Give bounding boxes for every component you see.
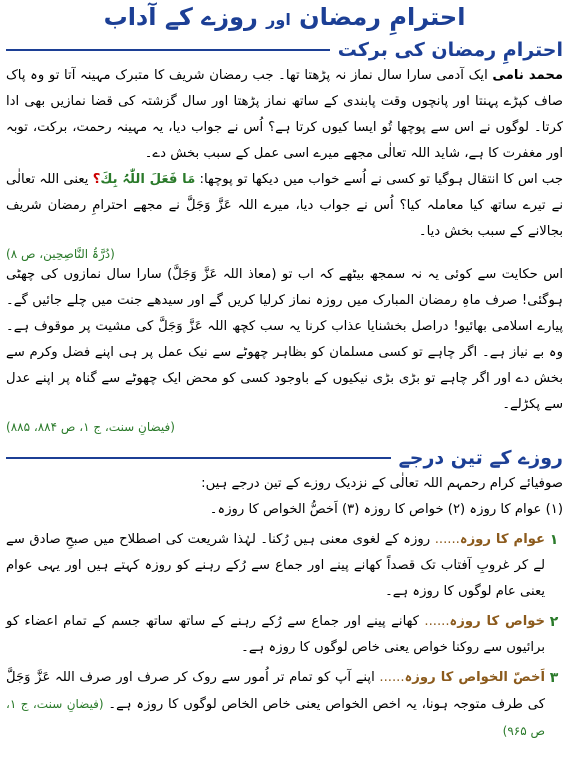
item-dots: ......: [379, 670, 405, 685]
paragraph-lesson: [6, 262, 563, 418]
item-dots: ......: [434, 532, 460, 547]
title-part-1: احترامِ رمضان: [299, 3, 466, 31]
paragraph-text: اس حکایت سے کوئی یہ نہ سمجھ بیٹھے کہ اب تو (معاذ اللہ عَزَّ وَجَلَّ) سارا سال نمازوں کی چھٹی ہوگئی! صرف ماہِ رمضان المبارک میں روزہ نماز کرلیا کریں گے اور سیدھے جنت میں چلے جائیں گے۔ پیارے اسلامی بھائیو! دراصل بخشنایا عذاب کرنا یہ سب کچھ اللہ عَزَّ وَجَلَّ کی مشیت پر موقوف ہے۔ وہ بے نیاز ہے۔ اگر چاہے تو کسی مسلمان کو بظاہر چھوٹے سے نیک عمل پر ہی اپنے فضل وکرم سے بخش دے اور اگر چاہے تو بڑی بڑی نیکیوں کے باوجود کسی کو محض ایک چھوٹے سے گناہ پر اپنے عدل سے پکڑلے۔: [6, 267, 563, 412]
item-dots: ......: [424, 614, 450, 629]
paragraph-text: ایک آدمی سارا سال نماز نہ پڑھتا تھا۔ جب رمضان شریف کا متبرک مہینہ آتا تو وہ پاک صاف کپڑے پہنتا اور پانچوں وقت پابندی کے ساتھ نماز پڑھتا اور سال گزشتہ کی قضا نمازیں بھی ادا کرتا۔ لوگوں نے اس سے پوچھا تُو ایسا کیوں کرتا ہے؟ اُس نے جواب دیا، یہ مہینہ رحمت، برکت، توبہ اور مغفرت کا ہے، شاید اللہ تعالٰی مجھے میرے اسی عمل کے سبب بخش دے۔: [6, 68, 563, 161]
item-text: کھانے پینے اور جماع سے رُکے رہنے کے ساتھ ساتھ جسم کے تمام اعضاء کو برائیوں سے روکنا خواص یعنی خاص لوگوں کا روزہ ہے۔: [6, 614, 545, 655]
reference-row: [6, 416, 563, 435]
item-number: ۳: [549, 670, 559, 686]
reference-citation: (فیضانِ سنت، ج ۱، ص ۸۸۴، ۸۸۵): [6, 420, 175, 434]
document-page: [0, 2, 569, 782]
reference-row: [6, 243, 563, 262]
section-heading-text: روزے کے تین درجے: [398, 447, 563, 469]
item-text: روزہ کے لغوی معنی ہیں رُکنا۔ لہٰذا شریعت کی اصطلاح میں صبحِ صادق سے لے کر غروبِ آفتاب تک قصداً کھانے پینے اور جماع سے رُکے رہنے کو روزہ کہتے ہیں اور یہی عوام یعنی عام لوگوں کا روزہ ہے۔: [6, 532, 545, 599]
reference-citation: (دُرَّۃُ النَّاصِحِین، ص ۸): [6, 247, 115, 261]
page-title: [6, 2, 563, 35]
item-number: ۲: [549, 614, 559, 630]
item-term: عوام کا روزہ: [459, 532, 545, 547]
levels-list: (۱) عوام کا روزہ (۲) خواص کا روزہ (۳) اَخصُّ الخواص کا روزہ۔: [209, 502, 563, 517]
reference-citation: (فیضانِ سنت، ج ۱، ص ۹۶۵): [6, 697, 545, 738]
question-mark: ؟: [92, 172, 101, 187]
item-term: اَخصّ الخواص کا روزہ: [404, 670, 545, 685]
section-heading-ramadan-blessing: [6, 39, 563, 61]
paragraph-dream: [6, 167, 563, 245]
item-body: [6, 609, 545, 661]
item-body: [6, 665, 545, 745]
section-heading-three-levels: [6, 447, 563, 469]
list-item: [6, 609, 563, 661]
paragraph-story: [6, 63, 563, 167]
item-term: خواص کا روزہ: [449, 614, 545, 629]
person-name: محمد نامی: [492, 68, 563, 83]
title-part-3: روزے کے آداب: [103, 3, 258, 31]
heading-rule: [6, 49, 330, 51]
paragraph-list-line: [6, 497, 563, 523]
list-item: [6, 665, 563, 745]
arabic-quote: مَا فَعَلَ اللّٰہُ بِكَ: [100, 172, 196, 187]
item-text: اپنے آپ کو تمام تر اُمور سے روک کر صرف اور صرف اللہ عَزَّ وَجَلَّ کی طرف متوجہ ہونا، یہ اخص الخواص یعنی خاص الخاص لوگوں کا روزہ ہے۔: [6, 670, 545, 712]
paragraph-text: جب اس کا انتقال ہوگیا تو کسی نے اُسے خواب میں دیکھا تو پوچھا:: [195, 172, 564, 187]
section-heading-text: احترامِ رمضان کی برکت: [337, 39, 563, 61]
paragraph-intro: [6, 471, 563, 497]
intro-text: صوفیائے کرام رحمہم اللہ تعالٰی کے نزدیک روزے کے تین درجے ہیں:: [201, 476, 563, 491]
title-part-2: اور: [266, 10, 291, 29]
item-body: [6, 527, 545, 605]
paragraph-text: یعنی اللہ تعالٰی نے تیرے ساتھ کیا معاملہ کیا؟ اُس نے جواب دیا، میرے اللہ عَزَّ وَجَلَّ نے مجھے احترامِ رمضان شریف بجالانے کے سبب بخش دیا۔: [6, 172, 563, 239]
item-number: ۱: [549, 532, 559, 548]
list-item: [6, 527, 563, 605]
heading-rule: [6, 457, 391, 459]
